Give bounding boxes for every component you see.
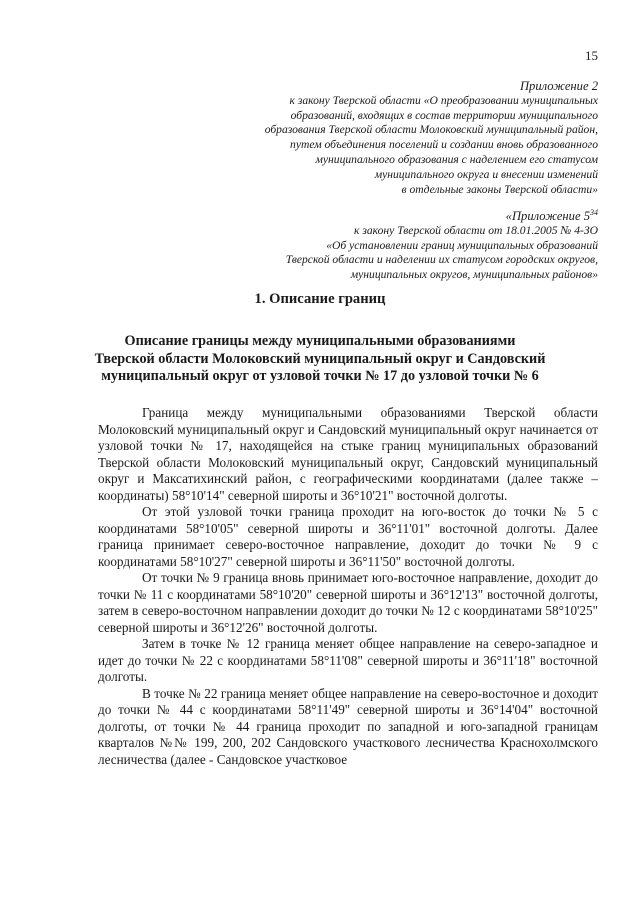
appendix-2-header bbox=[265, 79, 598, 197]
boundary-title-line: Описание границы между муниципальными образованиями bbox=[124, 333, 516, 349]
appendix-2-line: к закону Тверской области «О преобразовании муниципальных bbox=[289, 93, 598, 107]
boundary-title bbox=[0, 333, 640, 386]
paragraph: В точке № 22 граница меняет общее направление на северо-восточное и доходит до точки № 44 с координатами 58°11'49" северной широты и 36°14'04" восточной долготы, от точки № 44 граница проходит по западной и юго-западной границам кварталов №№ 199, 200, 202 Сандовского участкового лесничества Краснохолмского лесничества (далее - Сандовское участковое bbox=[98, 685, 598, 767]
boundary-title-line: Тверской области Молоковский муниципальный округ и Сандовский bbox=[94, 350, 546, 367]
paragraph: От точки № 9 граница вновь принимает юго-восточное направление, доходит до точки № 11 с координатами 58°10'20" северной широты и 36°12'13" восточной долготы, затем в северо-восточном направлении доходит до точки № 12 с координатами 58°10'25" северной широты и 36°12'26" восточной долготы. bbox=[98, 570, 598, 635]
appendix-5-header bbox=[286, 209, 598, 283]
appendix-5-title bbox=[286, 209, 598, 224]
appendix-5-line: муниципальных округов, муниципальных районов» bbox=[350, 268, 598, 282]
body-text bbox=[98, 405, 598, 768]
paragraph: Затем в точке № 12 граница меняет общее направление на северо-западное и идет до точки № 22 с координатами 58°11'08" северной широты и 36°11'18" восточной долготы. bbox=[98, 636, 598, 684]
appendix-5-title-sup: 34 bbox=[590, 207, 598, 217]
appendix-5-line: Тверской области и наделении их статусом городских округов, bbox=[285, 253, 598, 267]
appendix-2-line: образования Тверской области Молоковский муниципальный район, bbox=[264, 123, 598, 137]
page-number: 15 bbox=[585, 48, 598, 63]
section-title: 1. Описание границ bbox=[254, 291, 386, 307]
appendix-5-line: «Об установлении границ муниципальных образований bbox=[326, 238, 598, 252]
appendix-2-line: в отдельные законы Тверской области» bbox=[401, 182, 598, 196]
appendix-2-line: муниципального образования с наделением его статусом bbox=[315, 152, 598, 166]
paragraph: Граница между муниципальными образованиями Тверской области Молоковский муниципальный округ и Сандовский муниципальный округ начинается от узловой точки № 17, находящейся на стыке границ муниципальных образований Тверской области Молоковский муниципальный округ, Сандовский муниципальный округ и Максатихинский район, с географическими координатами (далее также – координаты) 58°10'14" северной широты и 36°10'21" восточной долготы. bbox=[98, 405, 598, 503]
paragraph: От этой узловой точки граница проходит на юго-восток до точки № 5 с координатами 58°10'05" северной широты и 36°11'01" восточной долготы. Далее граница принимает северо-восточное направление, доходит до точки № 9 с координатами 58°10'27" северной широты и 36°11'50" восточной долготы. bbox=[98, 504, 598, 569]
boundary-title-line: муниципальный округ от узловой точки № 17 до узловой точки № 6 bbox=[101, 368, 539, 384]
appendix-2-line: путем объединения поселений и создании вновь образованного bbox=[290, 138, 598, 152]
appendix-5-line: к закону Тверской области от 18.01.2005 № 4-ЗО bbox=[354, 223, 598, 237]
appendix-2-line: образований, входящих в состав территории муниципального bbox=[290, 108, 598, 122]
appendix-2-title: Приложение 2 bbox=[519, 79, 598, 93]
appendix-2-line: муниципального округа и внесении изменений bbox=[374, 167, 598, 181]
appendix-5-title-text: «Приложение 5 bbox=[505, 209, 590, 223]
